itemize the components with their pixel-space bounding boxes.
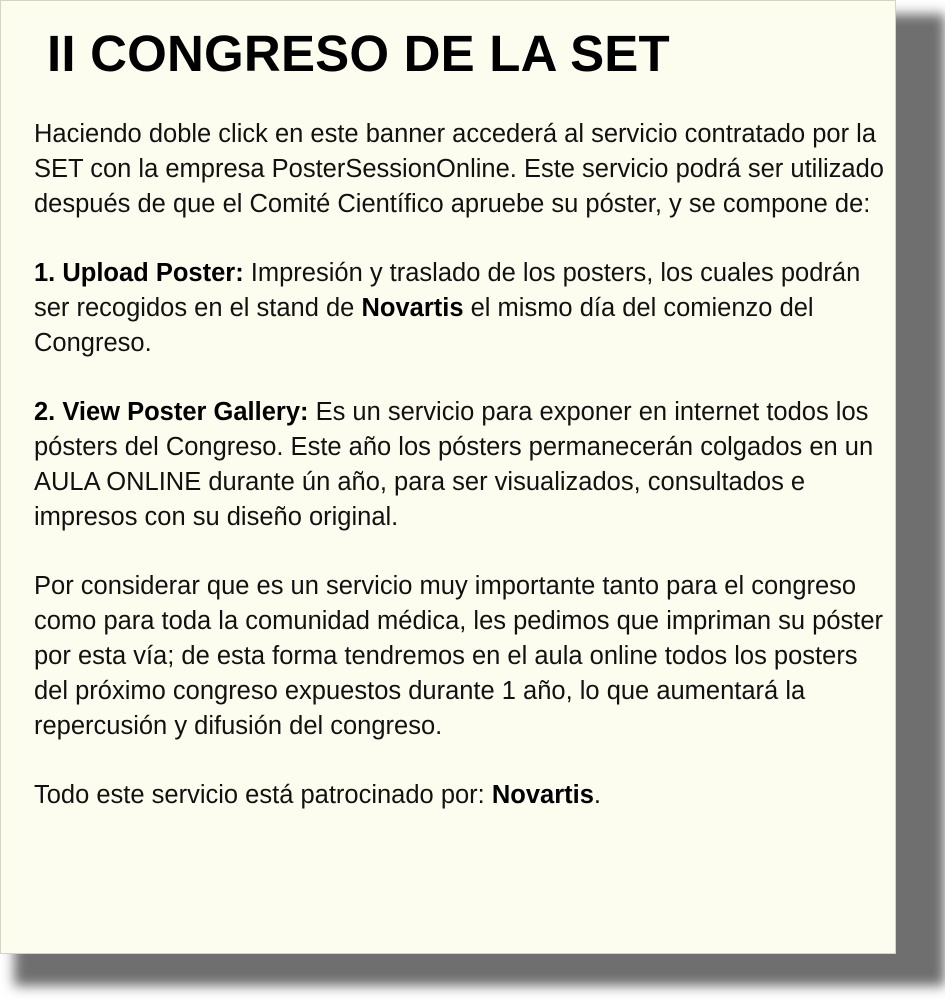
sponsor-end: . — [593, 781, 601, 810]
view-gallery-label: 2. View Poster Gallery: — [34, 398, 309, 427]
upload-poster-text-b: el mismo día del comienzo del Congreso. — [34, 293, 814, 357]
banner-body — [34, 117, 889, 813]
sponsor-paragraph — [34, 778, 889, 813]
view-gallery-paragraph — [34, 395, 889, 534]
intro-paragraph: Haciendo doble click en este banner accederá al servicio contratado por la SET con la empresa PosterSessionOnline. Este servicio podrá ser utilizado después de que el Comité Científico apruebe su póster, y se compone de: — [34, 120, 884, 218]
banner-title: II CONGRESO DE LA SET — [47, 25, 670, 82]
novartis-brand-2: Novartis — [491, 781, 594, 810]
upload-poster-paragraph — [34, 256, 889, 360]
sponsor-text: Todo este servicio está patrocinado por: — [34, 781, 492, 810]
upload-poster-text-a: Impresión y traslado de los posters, los cuales podrán ser recogidos en el stand de — [34, 259, 861, 322]
novartis-brand-1: Novartis — [361, 293, 464, 322]
appeal-paragraph: Por considerar que es un servicio muy importante tanto para el congreso como para toda la comunidad médica, les pedimos que impriman su póster por esta vía; de esta forma tendremos en el aula online todos los posters del próximo congreso expuestos durante 1 año, lo que aumentará la repercusión y difusión del congreso. — [34, 572, 884, 740]
upload-poster-label: 1. Upload Poster: — [34, 259, 244, 288]
view-gallery-text: Es un servicio para exponer en internet todos los pósters del Congreso. Este año los pósters permanecerán colgados en un AULA ONLINE durante ún año, para ser visualizados, consultados e impresos con su diseño original. — [34, 398, 874, 531]
